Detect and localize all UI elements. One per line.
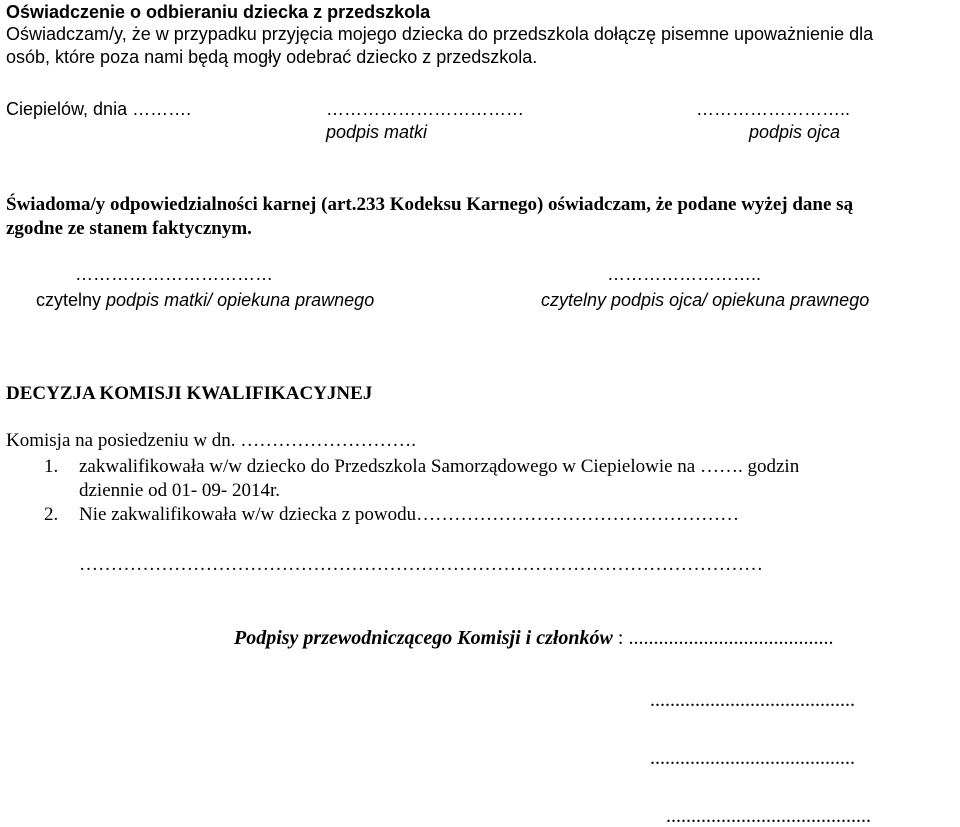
father-legible-signature-label: czytelny podpis ojca/ opiekuna prawnego: [541, 290, 870, 310]
mother-label-prefix: czytelny: [36, 290, 107, 310]
item-1-line-2: dziennie od 01- 09- 2014r.: [79, 480, 281, 501]
item-2-line-2: ………………………………………………………………………………………………: [79, 554, 763, 575]
signatures-label: Podpisy przewodniczącego Komisji i członków: [234, 627, 613, 649]
mother-signature-line: ……………………………: [326, 99, 524, 119]
mother-legible-signature-label: [36, 291, 374, 309]
mother-legible-signature-line: ……………………………: [75, 264, 273, 284]
item-1-line-1: zakwalifikowała w/w dziecko do Przedszkola Samorządowego w Ciepielowie na ……. godzin: [79, 456, 800, 477]
meeting-date-line: Komisja na posiedzeniu w dn. ……………………….: [6, 430, 417, 451]
place-date-field: Ciepielów, dnia ……….: [6, 99, 192, 119]
decision-heading: DECYZJA KOMISJI KWALIFIKACYJNEJ: [6, 383, 373, 404]
mother-signature-label: podpis matki: [326, 122, 428, 142]
father-signature-label: podpis ojca: [749, 122, 841, 142]
signatures-row: [234, 628, 833, 648]
signatures-colon: :: [612, 627, 629, 649]
father-legible-signature-line: ……………………..: [607, 264, 762, 284]
mother-label-italic: podpis matki/ opiekuna prawnego: [106, 290, 375, 310]
item-1-number: 1.: [44, 456, 59, 477]
responsibility-statement-line-2: zgodne ze stanem faktycznym.: [6, 218, 252, 239]
item-2-number: 2.: [44, 504, 59, 525]
father-signature-line: ……………………..: [696, 99, 851, 119]
signature-line-4: .........................................: [666, 805, 871, 827]
declaration-text-line-1: Oświadczam/y, że w przypadku przyjęcia mojego dziecka do przedszkola dołączę pisemne upoważnienie dla: [6, 24, 874, 44]
signature-line-3: .........................................: [650, 747, 855, 769]
item-2-line-1: Nie zakwalifikowała w/w dziecka z powodu……………………………………………: [79, 504, 740, 525]
declaration-text-line-2: osób, które poza nami będą mogły odebrać dziecko z przedszkola.: [6, 47, 538, 67]
declaration-heading: Oświadczenie o odbieraniu dziecka z przedszkola: [6, 2, 431, 22]
signature-line-1: .........................................: [628, 627, 834, 649]
signature-line-2: .........................................: [650, 689, 855, 711]
responsibility-statement-line-1: Świadoma/y odpowiedzialności karnej (art.233 Kodeksu Karnego) oświadczam, że podane wyżej dane są: [6, 194, 854, 215]
